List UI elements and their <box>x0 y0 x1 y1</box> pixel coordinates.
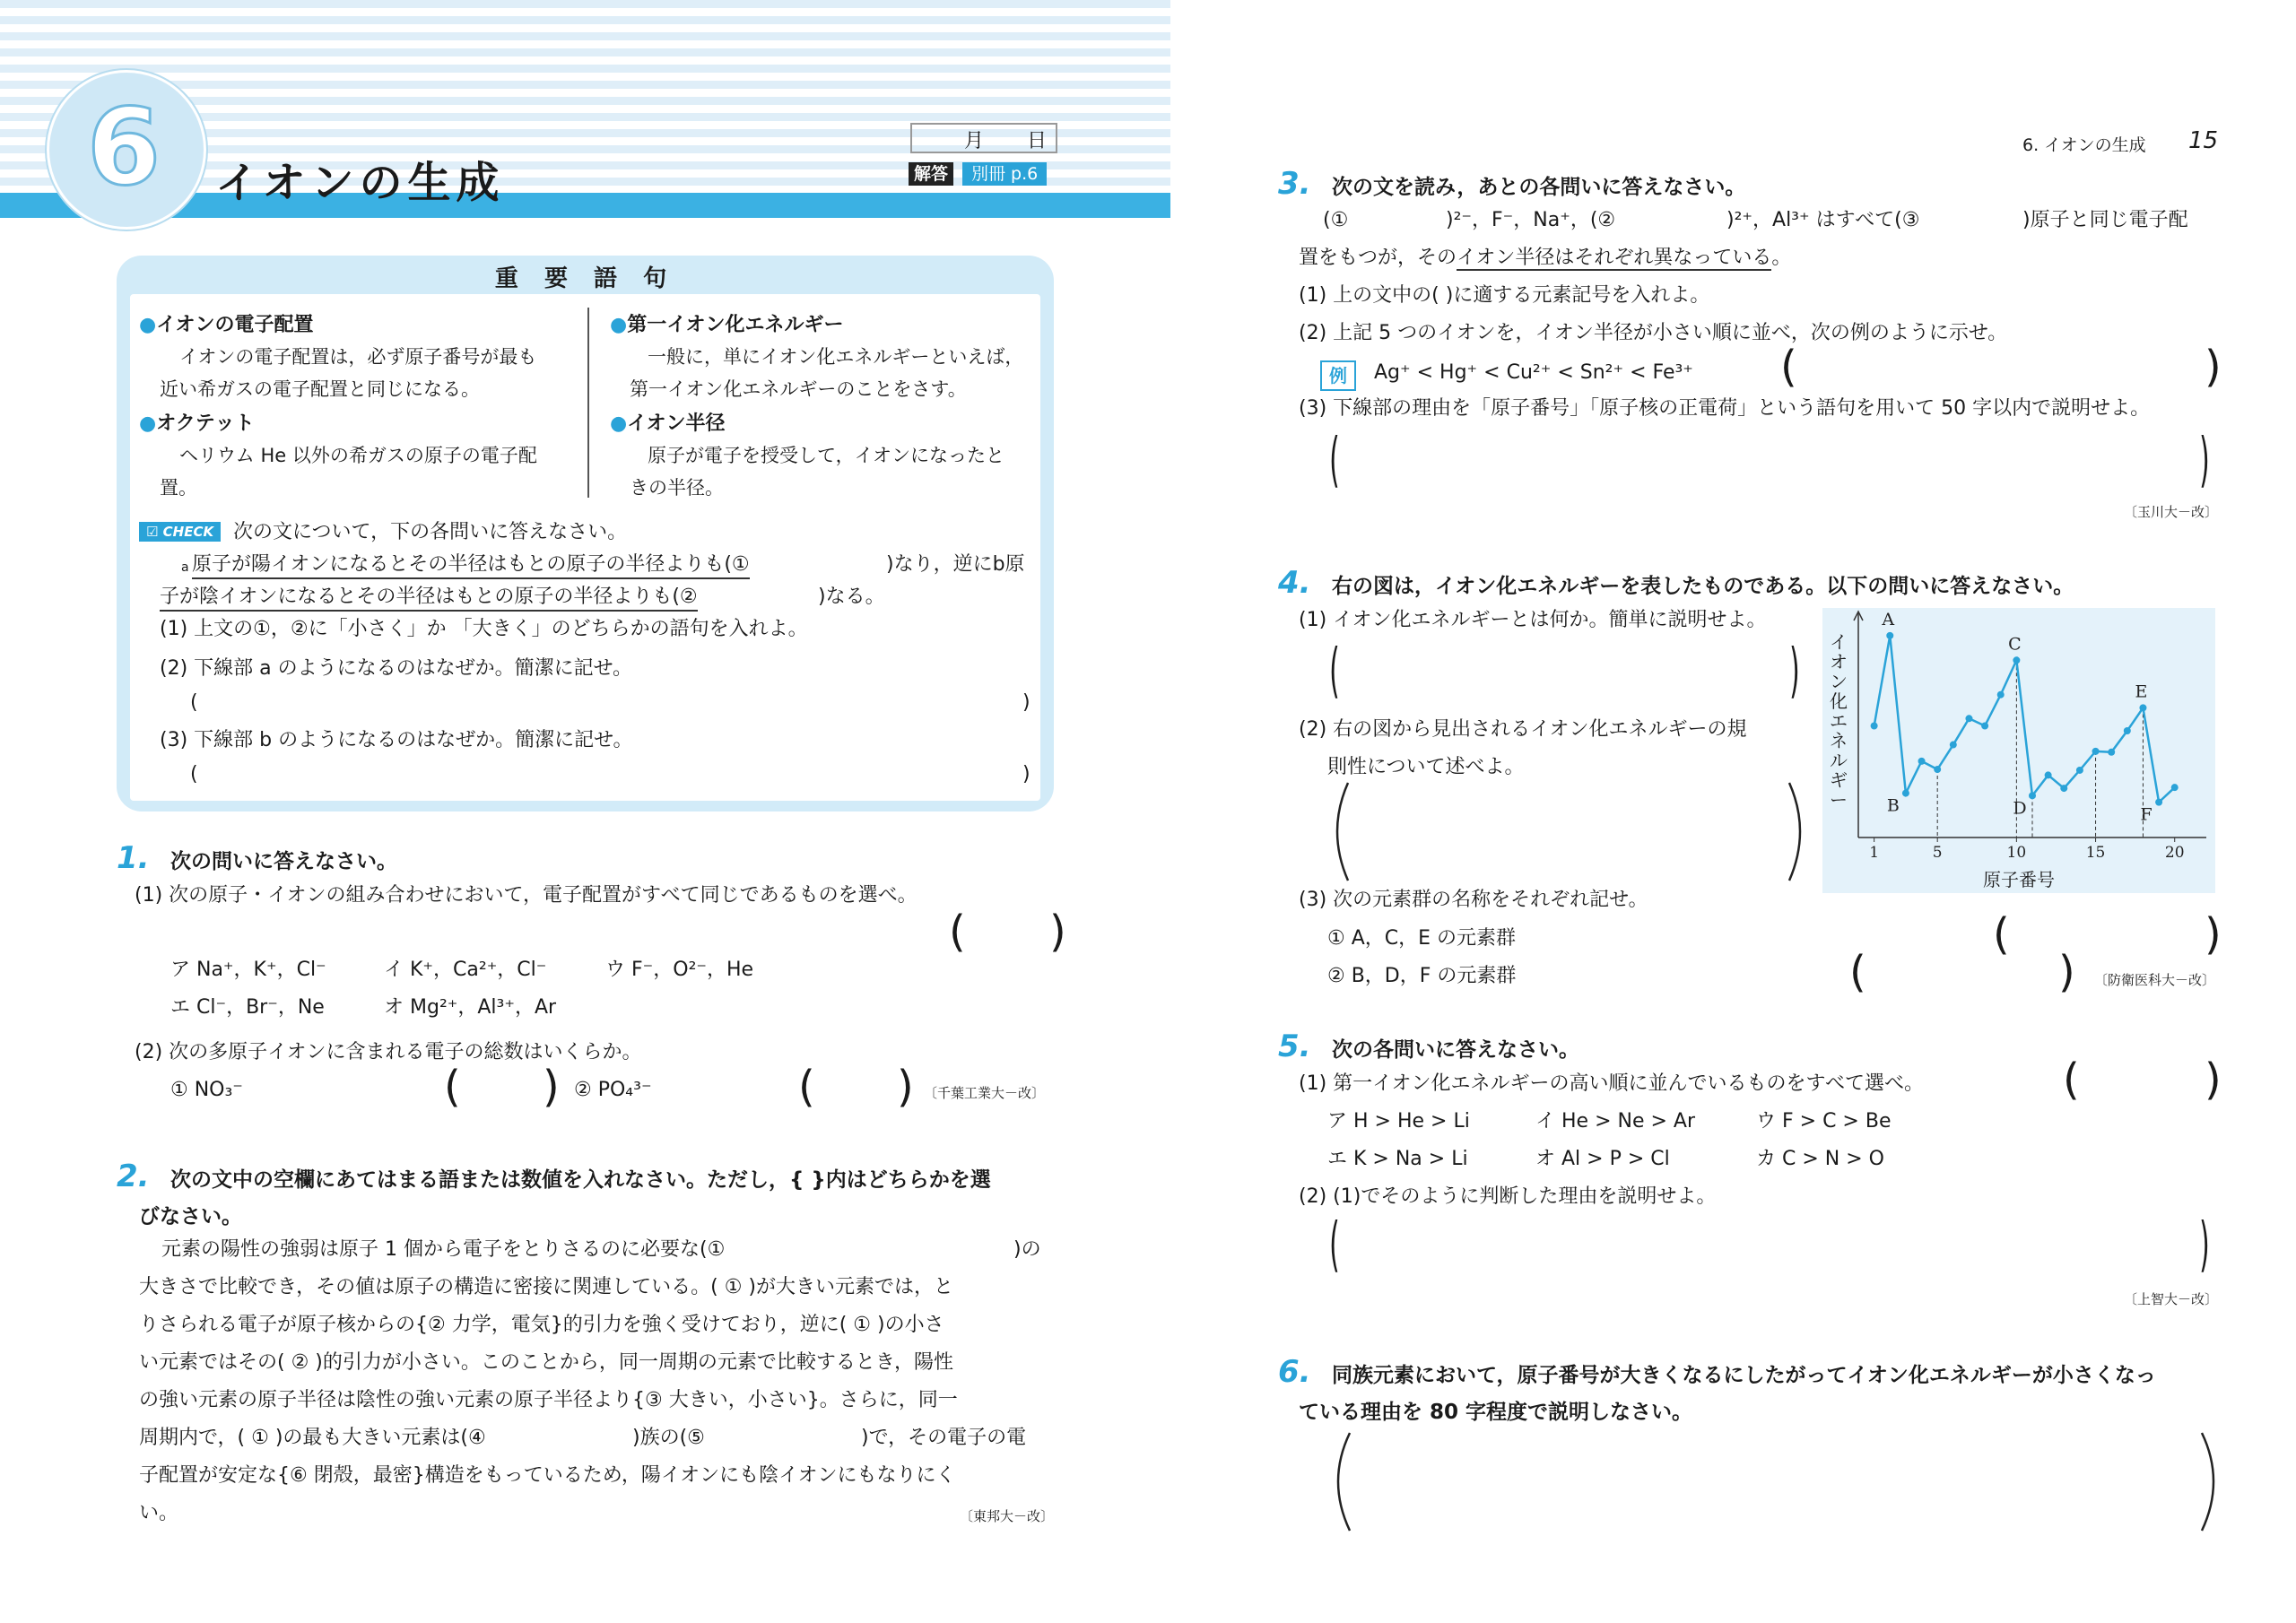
x-tick-label: 20 <box>2164 844 2185 862</box>
option-e: エ K > Na > Li <box>1327 1148 1468 1170</box>
question-2-title: 次の文中の空欄にあてはまる語または数値を入れなさい。ただし，{ }内はどちらかを選 <box>170 1168 991 1192</box>
key-terms-heading: 重 要 語 句 <box>494 265 676 292</box>
check-question-1: (1) 上文の①，②に「小さく」か 「大きく」のどちらかの語句を入れよ。 <box>160 618 808 640</box>
key-term-name: イオンの電子配置 <box>156 314 314 336</box>
key-term-name: イオン半径 <box>627 412 726 435</box>
key-term-name: 第一イオン化エネルギー <box>627 314 844 336</box>
q3-text: 置をもつが，その <box>1299 247 1457 269</box>
q2-text-line: 元素の陽性の強弱は原子 1 個から電子をとりさるのに必要な(① <box>161 1238 726 1261</box>
option-o: オ Mg²⁺，Al³⁺，Ar <box>384 996 557 1019</box>
option-u: ウ F > C > Be <box>1756 1110 1892 1133</box>
q3-blank-3-field[interactable] <box>1937 206 2018 233</box>
q2-blank-5-field[interactable] <box>725 1424 859 1451</box>
answer-paren-left: ( <box>190 763 198 785</box>
check-answer-2-field[interactable] <box>206 690 1013 716</box>
answer-reference: 別冊 p.6 <box>962 162 1047 186</box>
answer-paren-right: ) <box>1049 907 1066 957</box>
answer-bracket-left: ( <box>1329 1210 1340 1279</box>
point-label: D <box>2013 798 2027 819</box>
q3-text-line: )原子と同じ電子配 <box>2022 209 2188 231</box>
point-label: B <box>1886 795 1900 816</box>
q2-text-line: )で，その電子の電 <box>861 1427 1027 1449</box>
answer-paren-left: ( <box>1849 947 1866 997</box>
running-head: 6. イオンの生成 <box>2022 135 2146 155</box>
data-point <box>2155 799 2162 806</box>
example-tag: 例 <box>1320 360 1356 391</box>
question-4-sub-2: (2) 右の図から見出されるイオン化エネルギーの規 <box>1299 718 1747 741</box>
q6-answer-field[interactable] <box>1359 1435 2193 1529</box>
check-prompt: 次の文について，下の各問いに答えなさい。 <box>233 521 628 543</box>
example-text: Ag⁺ < Hg⁺ < Cu²⁺ < Sn²⁺ < Fe³⁺ <box>1374 361 1693 384</box>
q4-item-1: ① A，C，E の元素群 <box>1327 927 1517 950</box>
q3-text-line: )²⁻，F⁻，Na⁺，(② <box>1446 209 1616 231</box>
answer-bracket-right: ) <box>1789 636 1800 705</box>
source-citation: 〔防衛医科大－改〕 <box>2094 972 2216 988</box>
bullet-dot: ● <box>139 412 157 435</box>
option-i: イ K⁺，Ca²⁺，Cl⁻ <box>384 959 547 981</box>
question-4-sub-2-cont: 則性について述べよ。 <box>1327 756 1525 778</box>
question-3-sub-3: (3) 下線部の理由を「原子番号」「原子核の正電荷」という語句を用いて 50 字以内で説明せよ。 <box>1299 397 2151 420</box>
answer-paren-right: ) <box>1022 763 1031 785</box>
q4-item-2: ② B，D，F の元素群 <box>1327 965 1517 987</box>
bullet-dot: ● <box>139 314 157 336</box>
question-4-sub-1: (1) イオン化エネルギーとは何か。簡単に説明せよ。 <box>1299 609 1767 631</box>
answer-paren-left: ( <box>190 691 198 714</box>
question-3-sub-1: (1) 上の文中の( )に適する元素記号を入れよ。 <box>1299 284 1710 307</box>
question-1-title: 次の問いに答えなさい。 <box>170 850 397 873</box>
q5-answer-1-field[interactable] <box>2083 1065 2204 1099</box>
data-point <box>2171 784 2179 791</box>
q4-answer-1-field[interactable] <box>1350 646 1789 699</box>
q3-text-line: (① <box>1323 209 1349 231</box>
question-5-title: 次の各問いに答えなさい。 <box>1332 1038 1579 1062</box>
q4-answer-3-2-field[interactable] <box>1870 958 2058 992</box>
data-point <box>2092 748 2100 755</box>
source-citation: 〔千葉工業大－改〕 <box>924 1085 1046 1101</box>
check-answer-3-field[interactable] <box>206 762 1013 787</box>
data-point <box>1950 742 1957 749</box>
q2-text-line: )の <box>1013 1238 1041 1261</box>
answer-paren-right: ) <box>2058 947 2075 997</box>
option-u: ウ F⁻，O²⁻，He <box>605 959 754 981</box>
bullet-dot: ● <box>610 412 628 435</box>
check-sentence-1: 原子が陽イオンになるとその半径はもとの原子の半径よりも(① <box>192 552 750 579</box>
option-i: イ He > Ne > Ar <box>1535 1110 1695 1133</box>
question-6-number: 6. <box>1278 1354 1311 1390</box>
data-point <box>2029 792 2036 799</box>
x-tick-label: 1 <box>1869 844 1880 862</box>
key-term-text: 一般に，単にイオン化エネルギーといえば， <box>648 346 1024 368</box>
x-tick-label: 15 <box>2085 844 2106 862</box>
question-2-number: 2. <box>117 1159 150 1194</box>
answer-paren-right: ) <box>2205 909 2222 959</box>
chart-y-label: イオン化エネルギー <box>1830 631 1848 811</box>
answer-paren-right: ) <box>2205 1055 2222 1105</box>
option-a: ア H > He > Li <box>1327 1110 1470 1133</box>
answer-tag: 解答 <box>909 162 953 186</box>
q2-text-line: )族の(⑤ <box>632 1427 705 1449</box>
q3-text-end: 。 <box>1771 247 1792 269</box>
key-term-text: 置。 <box>160 477 197 499</box>
key-term-text: イオンの電子配置は，必ず原子番号が最も <box>179 346 537 368</box>
answer-paren-left: ( <box>949 907 966 957</box>
data-point <box>1997 691 2005 699</box>
answer-bracket-left-shape <box>1323 780 1354 883</box>
question-4-sub-3: (3) 次の元素群の名称をそれぞれ記せ。 <box>1299 889 1648 911</box>
question-5-sub-1: (1) 第一イオン化エネルギーの高い順に並んでいるものをすべて選べ。 <box>1299 1072 1925 1095</box>
q1-answer-1-field[interactable] <box>969 919 1048 953</box>
answer-paren-left: ( <box>2063 1055 2080 1105</box>
q3-text-line <box>1299 246 1791 271</box>
q1-answer-po4-field[interactable] <box>816 1072 897 1107</box>
key-term-text: 近い希ガスの電子配置と同じになる。 <box>160 378 480 400</box>
option-e: エ Cl⁻，Br⁻，Ne <box>170 996 325 1019</box>
q3-underlined-phrase: イオン半径はそれぞれ異なっている <box>1457 247 1772 269</box>
chart-x-label: 原子番号 <box>1983 869 2055 890</box>
chapter-number: 6 <box>86 85 161 209</box>
q2-text-line: の強い元素の原子半径は陰性の強い元素の原子半径より{③ 大きい，小さい}。さらに，同一 <box>139 1389 958 1411</box>
q2-text-line: い。 <box>139 1502 179 1524</box>
answer-paren-right: ) <box>1022 691 1031 714</box>
answer-paren-right: ) <box>897 1062 914 1112</box>
answer-bracket-left <box>1323 1430 1359 1533</box>
data-point <box>1902 790 1909 797</box>
underline-marker-a: a <box>181 560 189 575</box>
chart-svg <box>1822 608 2215 893</box>
q3-blank-2-field[interactable] <box>1641 206 1722 233</box>
question-1-number: 1. <box>117 840 150 876</box>
source-citation: 〔東邦大－改〕 <box>960 1508 1055 1524</box>
answer-paren-left: ( <box>1993 909 2010 959</box>
check-question-3: (3) 下線部 b のようになるのはなぜか。簡潔に記せ。 <box>160 729 633 751</box>
data-point <box>1871 723 1878 730</box>
ionization-energy-chart <box>1822 608 2215 893</box>
question-3-title: 次の文を読み，あとの各問いに答えなさい。 <box>1332 176 1746 199</box>
data-point <box>2060 785 2067 792</box>
point-label: F <box>2140 804 2152 825</box>
question-5-number: 5. <box>1278 1028 1311 1064</box>
answer-bracket-right <box>1783 780 1814 883</box>
q2-text-line: りさられる電子が原子核からの{② 力学，電気}的引力を強く受けており，逆に( ① )の小さ <box>139 1314 944 1336</box>
answer-paren-left: ( <box>798 1062 815 1112</box>
question-4-title: 右の図は，イオン化エネルギーを表したものである。以下の問いに答えなさい。 <box>1332 575 2074 598</box>
key-term-text: ヘリウム He 以外の希ガスの原子の電子配 <box>179 445 537 466</box>
q3-blank-1-field[interactable] <box>1359 206 1439 233</box>
x-tick-label: 10 <box>2006 844 2027 862</box>
answer-bracket-right-shape <box>2193 1430 2229 1533</box>
question-1-sub-2: (2) 次の多原子イオンに含まれる電子の総数はいくらか。 <box>135 1041 642 1063</box>
question-3-sub-2: (2) 上記 5 つのイオンを，イオン半径が小さい順に並べ，次の例のように示せ。 <box>1299 322 2008 344</box>
chapter-title: イオンの生成 <box>215 158 505 208</box>
q2-text-line: 周期内で，( ① )の最も大きい元素は(④ <box>139 1427 486 1449</box>
q1-answer-no3-field[interactable] <box>462 1072 543 1107</box>
answer-paren-right: ) <box>2205 342 2222 392</box>
answer-paren-right: ) <box>543 1062 560 1112</box>
bullet-dot: ● <box>610 314 628 336</box>
data-point <box>1965 715 1972 722</box>
point-label: A <box>1882 609 1895 629</box>
question-6-title-cont: ている理由を 80 字程度で説明しなさい。 <box>1299 1401 1693 1424</box>
date-day-label: 日 <box>1027 130 1048 152</box>
source-citation: 〔上智大－改〕 <box>2124 1291 2219 1307</box>
key-term-heading <box>610 408 726 436</box>
date-month-label: 月 <box>964 130 985 152</box>
answer-bracket-left-shape <box>1323 1430 1359 1533</box>
key-term-heading <box>139 309 314 337</box>
q2-text-line: い元素ではその( ② )的引力が小さい。このことから，同一周期の元素で比較するとき，陽性 <box>139 1351 953 1374</box>
key-term-name: オクテット <box>156 412 255 435</box>
option-ka: カ C > N > O <box>1756 1148 1884 1170</box>
key-term-heading <box>139 408 255 436</box>
question-5-sub-2: (2) (1)でそのように判断した理由を説明せよ。 <box>1299 1185 1717 1208</box>
answer-bracket-right <box>2193 1430 2229 1533</box>
q2-text-line: 子配置が安定な{⑥ 閉殻，最密}構造をもっているため，陽イオンにも陰イオンにもなりにく <box>139 1464 956 1487</box>
question-2-title-cont: びなさい。 <box>139 1205 242 1228</box>
data-point <box>2124 727 2131 734</box>
question-1-sub-1: (1) 次の原子・イオンの組み合わせにおいて，電子配置がすべて同じであるものを選べ。 <box>135 884 918 907</box>
check-sentence-2-end: )なる。 <box>818 586 885 608</box>
point-label: E <box>2135 681 2148 702</box>
answer-bracket-left <box>1323 780 1354 883</box>
check-sentence-2: 子が陰イオンになるとその半径はもとの原子の半径よりも(② <box>160 585 698 612</box>
option-o: オ Al > P > Cl <box>1535 1148 1670 1170</box>
answer-paren-left: ( <box>1780 342 1797 392</box>
data-point <box>2013 656 2020 664</box>
check-tag-label: CHECK <box>162 524 214 540</box>
data-point <box>2139 704 2146 711</box>
answer-bracket-left: ( <box>1329 425 1340 494</box>
source-citation: 〔玉川大－改〕 <box>2124 504 2219 520</box>
answer-bracket-right: ) <box>2199 425 2210 494</box>
x-tick-label: 5 <box>1932 844 1943 862</box>
q2-blank-1-field[interactable] <box>785 1236 1009 1263</box>
key-terms-divider <box>587 308 589 498</box>
answer-bracket-right-shape <box>1783 780 1814 883</box>
answer-paren-left: ( <box>444 1062 461 1112</box>
q2-text-line: 大きさで比較でき，その値は原子の構造に密接に関連している。( ① )が大きい元素では，と <box>139 1276 953 1298</box>
item-po4: ② PO₄³⁻ <box>574 1079 652 1101</box>
data-point <box>1886 632 1893 639</box>
key-term-text: きの半径。 <box>630 477 724 499</box>
q3-answer-2-field[interactable] <box>1803 352 2206 386</box>
answer-bracket-right: ) <box>2199 1210 2210 1279</box>
data-point <box>2045 771 2052 778</box>
question-3-number: 3. <box>1278 166 1311 202</box>
q5-answer-2-field[interactable] <box>1350 1219 2193 1273</box>
check-question-2: (2) 下線部 a のようになるのはなぜか。簡潔に記せ。 <box>160 657 632 680</box>
data-point <box>1918 758 1926 765</box>
question-4-number: 4. <box>1278 565 1311 601</box>
check-sentence-1-end: )なり，逆にb原 <box>886 553 1025 576</box>
point-label: C <box>2008 634 2022 655</box>
check-tag: ☑ CHECK <box>139 522 221 542</box>
data-point <box>1981 723 1988 730</box>
q4-answer-2-field[interactable] <box>1354 785 1785 879</box>
key-term-text: 原子が電子を授受して，イオンになったと <box>648 445 1004 466</box>
question-6-title: 同族元素において，原子番号が大きくなるにしたがってイオン化エネルギーが小さくなっ <box>1332 1364 2156 1387</box>
key-term-text: 第一イオン化エネルギーのことをさす。 <box>630 378 967 400</box>
q4-answer-3-1-field[interactable] <box>2013 920 2202 954</box>
data-point <box>2108 749 2115 756</box>
answer-bracket-left: ( <box>1329 636 1340 705</box>
q3-text-line: )²⁺，Al³⁺ はすべて(③ <box>1726 209 1920 231</box>
q2-blank-4-field[interactable] <box>547 1424 628 1451</box>
key-term-heading <box>610 309 844 337</box>
data-point <box>2076 767 2083 774</box>
option-a: ア Na⁺，K⁺，Cl⁻ <box>170 959 326 981</box>
page-number: 15 <box>2188 127 2219 154</box>
data-point <box>1934 766 1941 773</box>
q3-answer-3-field[interactable] <box>1350 435 2193 489</box>
series-line <box>1874 636 2175 803</box>
item-no3: ① NO₃⁻ <box>170 1079 243 1101</box>
